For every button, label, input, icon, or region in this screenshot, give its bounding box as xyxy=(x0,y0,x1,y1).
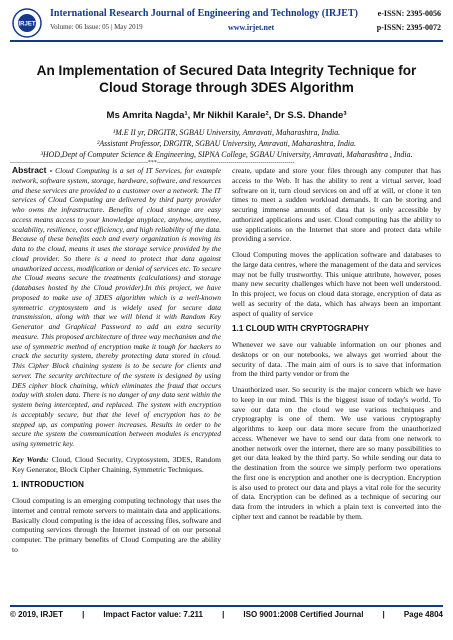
section-heading-1-1: 1.1 CLOUD WITH CRYPTOGRAPHY xyxy=(232,324,369,334)
abstract-label: Abstract - xyxy=(12,165,53,175)
paragraph-2: Cloud Computing moves the application software and databases to the large data centres, where the management of the data and services may not be fully trustworthy. This unique attribute, however, poses many new security challenges which have not been well understood. In this project, we focus on cloud data storage, encryption of data as well as security of the data, which has always been an important aspect of quality of service xyxy=(232,250,441,318)
header-rule xyxy=(10,40,443,42)
footer-sep-2: | xyxy=(222,610,225,619)
paragraph-1: create, update and store your files through any computer that has access to the Web. It has the ability to rent a virtual server, load software on it, turn cloud services on and off at will, or clone it ten times to meet a sudden workload demands. It can be storing and securing immense amounts of data that is only accessible by authorized applications and user. Cloud computing has the ability to use applications on the Internet that store and protect data while providing a service. xyxy=(232,166,441,244)
affiliation-2: ²Assistant Professor, DRGITR, SGBAU University, Amravati, Maharashtra, India. xyxy=(96,139,357,148)
intro-paragraph: Cloud computing is an emerging computing technology that uses the internet and central remote servers to maintain data and applications. Basically cloud computing is the idea of accessing files, software and computing services through the Internet instead of on our personal computer. The primary benefits of Cloud Computing are the ability to xyxy=(12,496,221,554)
e-issn: e-ISSN: 2395-0056 xyxy=(377,9,441,18)
separator-line: ---------------------------------------------------------------------***--------------------------------------------------------------------- xyxy=(10,160,295,166)
abstract-body: Cloud Computing is a set of IT Services, for example network, software system, storage, hardware, software, and resources and these services are provided to a customer over a network. The IT services of Cloud Computing are delivered by third party provider who owns the infrastructure. Benefits of cloud storage are easy access means access to your knowledge anyplace, anyhow, anytime, scalability, resilience, cost efficiency, and high reliability of the data. Because of these benefits each and every organization is moving its data to the cloud, means it uses the storage service provided by the cloud provider. So there is a need to protect that data against unauthorized access, modification or denial of services etc. To secure the Cloud means secure the treatments (calculations) and storage (databases hosted by the Cloud provider).In this project, we have proposed to make use of 3DES algorithm which is a well-known symmetric cryptosystem and is widely used for secure data transmission, along with that we will blend it with Random Key Generator and Graphical Password to add an extra security measure. This proposed architecture of three way mechanism and the use of symmetric method of encryption make it tough for hackers to crack the security system, thereby protecting data stored in cloud. This Cipher Block chaining system is to be secure for clients and server. The security architecture of the system is designed by using DES cipher block chaining, which eliminates the fraud that occurs today with stolen data. There is no danger of any data sent within the system being intercepted, and replaced. The system with encryption is acceptably secure, but that the level of encryption has to be stepped up, as computing power increases. Results in order to be secure the system the communication between modules is encrypted using symmetric key. xyxy=(12,166,221,448)
footer-sep-1: | xyxy=(82,610,85,619)
keywords xyxy=(12,455,221,475)
footer-iso: ISO 9001:2008 Certified Journal xyxy=(243,610,364,619)
paper-authors: Ms Amrita Nagda¹, Mr Nikhil Karale², Dr S.S. Dhande³ xyxy=(106,110,347,121)
abstract xyxy=(12,166,221,449)
paragraph-4: Unauthorized user. So security is the major concern which we have to keep in our mind. This is the biggest issue of today's world. To save our data on the cloud we use various techniques and cryptography is one of them. We use various cryptography algorithms to keep our data more secure from the unauthorized access. Whenever we have to send our data from one network to another network over the internet, there are so many possibilities to get our data leaked by the third party. So while sending our data to the destination from the source we simply perform two operations the first one is encryption and another one is decryption. Encryption is also used to protect our data and plays a vital role for the security of data. Encryption can be defined as a technique of securing our data from the intruders in which a plain text is converted into the cipher text and cannot be readable by them. xyxy=(232,385,441,521)
right-column xyxy=(232,166,441,528)
paper-title: An Implementation of Secured Data Integrity Technique for Cloud Storage through 3DES Algorithm xyxy=(36,63,417,95)
affiliation-1: ¹M.E II yr, DRGITR, SGBAU University, Amravati, Maharashtra, India. xyxy=(112,128,341,137)
irjet-logo xyxy=(12,8,42,38)
paragraph-3: Whenever we save our valuable information on our phones and desktops or on our notebooks, we always get worried about the security of data. .The main aim of ours is to save that information from the third party vendor or from the xyxy=(232,340,441,379)
journal-title: International Research Journal of Engineering and Technology (IRJET) xyxy=(50,8,358,19)
keywords-label: Key Words: xyxy=(12,454,49,464)
footer-copyright: © 2019, IRJET xyxy=(10,610,64,619)
p-issn: p-ISSN: 2395-0072 xyxy=(376,23,441,32)
page-footer xyxy=(10,610,443,619)
volume-issue: Volume: 06 Issue: 05 | May 2019 xyxy=(50,23,143,31)
svg-text:IRJET: IRJET xyxy=(18,21,36,28)
intro-heading: 1. INTRODUCTION xyxy=(12,480,84,490)
affiliation-3: ³HOD,Dept of Computer Science & Engineering, SIPNA College, SGBAU University, Amravati, Maharashtra , India. xyxy=(40,150,413,159)
journal-website: www.irjet.net xyxy=(228,23,275,32)
journal-header xyxy=(10,6,443,44)
footer-page-number: Page 4804 xyxy=(403,610,443,619)
footer-impact-factor: Impact Factor value: 7.211 xyxy=(103,610,204,619)
footer-rule xyxy=(10,605,443,607)
keywords-body: Cloud, Cloud Security, Cryptosystem, 3DES, Random Key Generator, Block Cipher Chaining, Symmetric Techniques. xyxy=(12,454,221,474)
footer-sep-3: | xyxy=(382,610,385,619)
left-column xyxy=(12,166,221,561)
